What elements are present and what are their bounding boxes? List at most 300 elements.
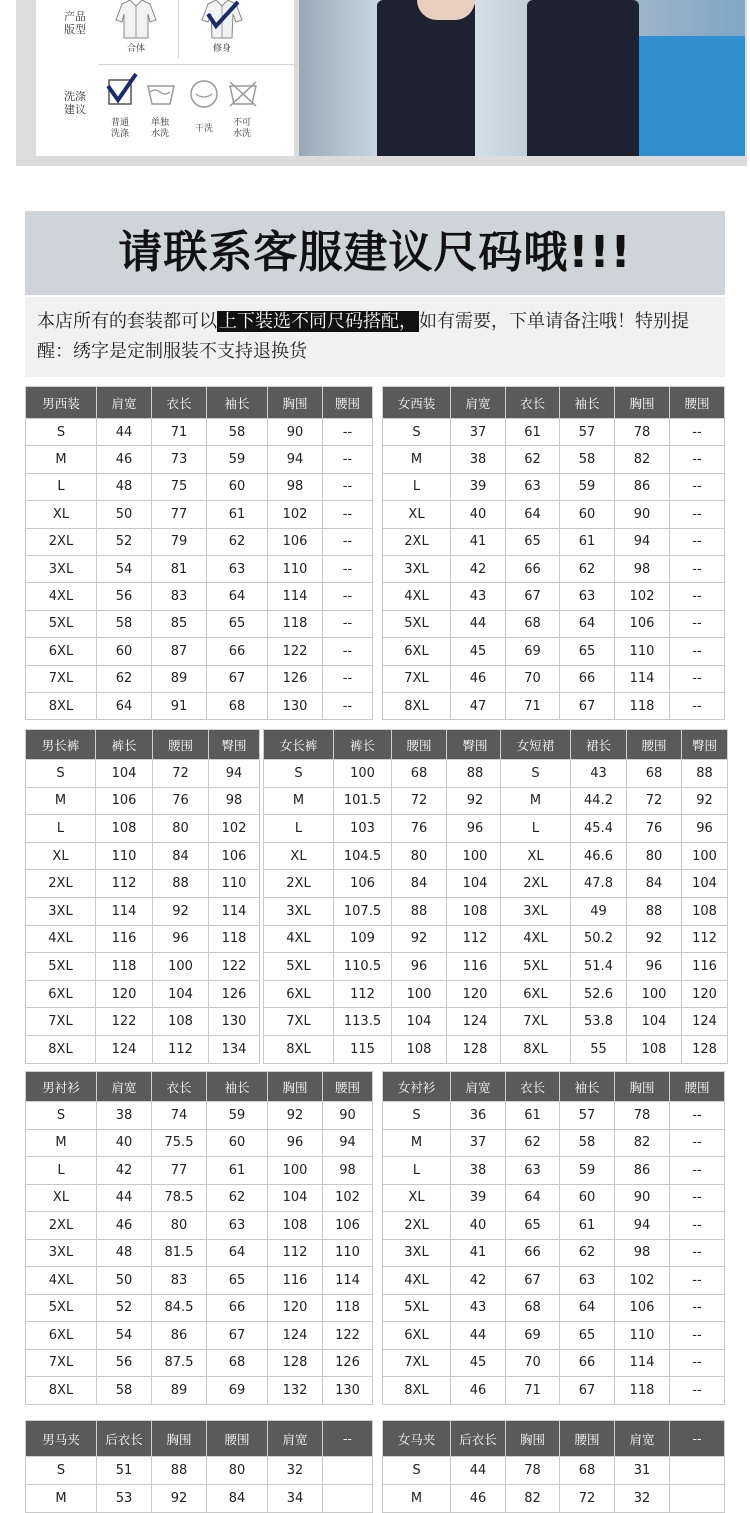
measurement-cell: 90 (615, 1184, 670, 1212)
column-header: 女马夹 (383, 1421, 451, 1457)
measurement-cell: -- (670, 1322, 725, 1350)
size-cell: 4XL (26, 925, 96, 953)
measurement-cell: 68 (506, 1294, 560, 1322)
table-row (26, 842, 260, 870)
measurement-cell: -- (323, 555, 373, 582)
column-header: 臀围 (447, 730, 504, 760)
size-cell: 6XL (26, 638, 97, 665)
measurement-cell: 70 (506, 665, 560, 692)
measurement-cell: 43 (451, 583, 506, 610)
measurement-cell: 98 (268, 473, 323, 500)
dry-clean-circle-icon (188, 78, 220, 114)
measurement-cell: 114 (268, 583, 323, 610)
size-cell: 2XL (26, 1212, 97, 1240)
measurement-cell: 62 (97, 665, 152, 692)
measurement-cell: 108 (392, 1035, 447, 1063)
measurement-cell: 84 (207, 1485, 268, 1513)
measurement-cell: 114 (615, 1349, 670, 1377)
measurement-cell: 53 (97, 1485, 152, 1513)
measurement-cell: 46 (451, 1485, 506, 1513)
column-header: 胸围 (268, 1072, 323, 1102)
column-header: 袖长 (207, 387, 268, 419)
column-header: 裤长 (96, 730, 153, 760)
measurement-cell: 120 (447, 980, 504, 1008)
table-row (383, 1129, 725, 1157)
measurement-cell: -- (670, 446, 725, 473)
measurement-cell: 58 (560, 1129, 615, 1157)
women-suit-size-table (382, 386, 725, 720)
table-row (26, 953, 260, 981)
measurement-cell: 62 (506, 1129, 560, 1157)
measurement-cell: 68 (207, 1349, 268, 1377)
measurement-cell: 59 (560, 1157, 615, 1185)
size-cell: 7XL (26, 1349, 97, 1377)
measurement-cell: 115 (334, 1035, 392, 1063)
measurement-cell: -- (323, 610, 373, 637)
size-cell: S (383, 1457, 451, 1485)
measurement-cell: 65 (560, 638, 615, 665)
measurement-cell: -- (670, 528, 725, 555)
measurement-cell: 62 (560, 555, 615, 582)
order-notice (25, 297, 725, 377)
measurement-cell: 102 (615, 583, 670, 610)
column-header: 男西装 (26, 387, 97, 419)
measurement-cell: 110 (209, 870, 260, 898)
notice-text (37, 307, 723, 367)
column-header: 袖长 (560, 1072, 615, 1102)
measurement-cell: 90 (323, 1102, 373, 1130)
men-suit-size-table (25, 386, 373, 720)
table-row (264, 1008, 504, 1036)
model-photo (299, 0, 745, 156)
size-cell: 2XL (501, 870, 571, 898)
table-row (383, 1267, 725, 1295)
measurement-cell: 106 (323, 1212, 373, 1240)
column-header: 腰围 (323, 1072, 373, 1102)
measurement-cell: 61 (207, 1157, 268, 1185)
table-row (26, 1212, 373, 1240)
measurement-cell: -- (670, 555, 725, 582)
size-cell: 4XL (26, 1267, 97, 1295)
wash-row-label: 洗涤建议 (64, 90, 86, 116)
measurement-cell: 80 (392, 842, 447, 870)
column-header: 男衬衫 (26, 1072, 97, 1102)
measurement-cell: 74 (152, 1102, 207, 1130)
measurement-cell: 60 (97, 638, 152, 665)
wash-option-no-water: 不可水洗 (232, 118, 251, 139)
measurement-cell: 64 (207, 583, 268, 610)
measurement-cell: -- (670, 1239, 725, 1267)
table-row (26, 1239, 373, 1267)
measurement-cell: -- (670, 1184, 725, 1212)
table-row (264, 760, 504, 788)
measurement-cell: 86 (615, 1157, 670, 1185)
measurement-cell: 63 (207, 1212, 268, 1240)
size-cell: M (264, 787, 334, 815)
column-header: 胸围 (268, 387, 323, 419)
table-row (383, 419, 725, 446)
measurement-cell: 86 (615, 473, 670, 500)
column-header: 衣长 (152, 1072, 207, 1102)
measurement-cell: 100 (392, 980, 447, 1008)
measurement-cell: 75.5 (152, 1129, 207, 1157)
size-cell: 3XL (264, 897, 334, 925)
measurement-cell: 67 (560, 1377, 615, 1405)
measurement-cell: 48 (97, 473, 152, 500)
banner-title: 请联系客服建议尺码哦!!! (118, 227, 632, 278)
table-row (26, 610, 373, 637)
women-shirt-size-table (382, 1071, 725, 1405)
measurement-cell: 60 (560, 1184, 615, 1212)
measurement-cell: -- (323, 665, 373, 692)
measurement-cell: 87 (152, 638, 207, 665)
measurement-cell: 51.4 (571, 953, 627, 981)
measurement-cell: 45 (451, 1349, 506, 1377)
no-water-wash-icon (228, 80, 258, 112)
measurement-cell: 98 (615, 555, 670, 582)
column-header: 女西装 (383, 387, 451, 419)
measurement-cell: -- (670, 1212, 725, 1240)
column-header: 男马夹 (26, 1421, 97, 1457)
size-cell: L (264, 815, 334, 843)
measurement-cell: 90 (268, 419, 323, 446)
measurement-cell: 80 (207, 1457, 268, 1485)
measurement-cell: 63 (207, 555, 268, 582)
measurement-cell: 104 (96, 760, 153, 788)
measurement-cell: 56 (97, 583, 152, 610)
measurement-cell: 118 (323, 1294, 373, 1322)
measurement-cell: 122 (323, 1322, 373, 1350)
measurement-cell: 57 (560, 1102, 615, 1130)
size-cell: 6XL (383, 638, 451, 665)
size-cell: M (501, 787, 571, 815)
measurement-cell: 38 (451, 1157, 506, 1185)
table-row (264, 1035, 504, 1063)
size-cell: 8XL (26, 692, 97, 719)
measurement-cell: -- (670, 1129, 725, 1157)
measurement-cell: 46 (97, 446, 152, 473)
table-row (26, 1008, 260, 1036)
measurement-cell: 96 (268, 1129, 323, 1157)
column-header: 腰围 (207, 1421, 268, 1457)
measurement-cell: 68 (392, 760, 447, 788)
measurement-cell: 42 (97, 1157, 152, 1185)
column-header: 裙长 (571, 730, 627, 760)
measurement-cell: 38 (97, 1102, 152, 1130)
column-header: -- (670, 1421, 725, 1457)
size-cell: M (26, 1485, 97, 1513)
measurement-cell: 66 (560, 1349, 615, 1377)
table-row (501, 1035, 728, 1063)
measurement-cell: 60 (207, 473, 268, 500)
measurement-cell: 102 (615, 1267, 670, 1295)
size-cell: XL (26, 1184, 97, 1212)
measurement-cell: 60 (207, 1129, 268, 1157)
size-cell: 4XL (383, 583, 451, 610)
measurement-cell: 44 (451, 1457, 506, 1485)
measurement-cell: 116 (682, 953, 728, 981)
measurement-cell: 46 (97, 1212, 152, 1240)
measurement-cell: 57 (560, 419, 615, 446)
size-cell: 2XL (383, 528, 451, 555)
measurement-cell: 114 (323, 1267, 373, 1295)
fit-divider (178, 0, 179, 58)
column-header: 腰围 (670, 1072, 725, 1102)
size-cell: 7XL (264, 1008, 334, 1036)
measurement-cell: 116 (268, 1267, 323, 1295)
column-header: 裤长 (334, 730, 392, 760)
measurement-cell: 64 (207, 1239, 268, 1267)
table-row (383, 1377, 725, 1405)
table-row (26, 419, 373, 446)
measurement-cell: 62 (207, 1184, 268, 1212)
measurement-cell: 66 (207, 1294, 268, 1322)
measurement-cell: 52 (97, 1294, 152, 1322)
measurement-cell: 61 (560, 1212, 615, 1240)
measurement-cell: 88 (682, 760, 728, 788)
size-cell: S (383, 419, 451, 446)
measurement-cell: 90 (615, 501, 670, 528)
size-cell: 5XL (501, 953, 571, 981)
size-cell: 3XL (26, 1239, 97, 1267)
women-vest-size-table (382, 1420, 725, 1513)
size-cell: 8XL (383, 692, 451, 719)
row-divider (98, 64, 323, 65)
measurement-cell: 51 (97, 1457, 152, 1485)
measurement-cell: 63 (560, 1267, 615, 1295)
table-row (383, 446, 725, 473)
measurement-cell: 72 (153, 760, 209, 788)
measurement-cell: 124 (96, 1035, 153, 1063)
measurement-cell: 113.5 (334, 1008, 392, 1036)
measurement-cell: 44.2 (571, 787, 627, 815)
table-row (383, 1239, 725, 1267)
measurement-cell: 42 (451, 555, 506, 582)
size-cell: 2XL (264, 870, 334, 898)
measurement-cell: 37 (451, 1129, 506, 1157)
notice-part2: 如有需要，下单请备注哦！特别提醒：绣字是定制服装不支持退换货 (37, 311, 689, 362)
measurement-cell: 60 (560, 501, 615, 528)
size-cell: 6XL (383, 1322, 451, 1350)
measurement-cell: -- (323, 446, 373, 473)
size-cell: XL (264, 842, 334, 870)
measurement-cell: 112 (268, 1239, 323, 1267)
column-header: 腰围 (392, 730, 447, 760)
measurement-cell: 98 (323, 1157, 373, 1185)
table-row (501, 980, 728, 1008)
measurement-cell: 59 (560, 473, 615, 500)
measurement-cell: 80 (152, 1212, 207, 1240)
measurement-cell: 98 (615, 1239, 670, 1267)
table-row (26, 1457, 373, 1485)
measurement-cell: 66 (560, 665, 615, 692)
fit-option-regular: 合体 (126, 44, 145, 54)
measurement-cell: 104 (268, 1184, 323, 1212)
measurement-cell: 100 (153, 953, 209, 981)
table-row (26, 473, 373, 500)
table-row (383, 638, 725, 665)
table-row (26, 1377, 373, 1405)
measurement-cell: 62 (506, 446, 560, 473)
measurement-cell: 32 (615, 1485, 670, 1513)
size-cell: S (26, 760, 96, 788)
size-cell: M (26, 787, 96, 815)
measurement-cell: 118 (615, 692, 670, 719)
measurement-cell: 61 (506, 419, 560, 446)
measurement-cell: 88 (392, 897, 447, 925)
measurement-cell: 106 (209, 842, 260, 870)
measurement-cell: 109 (334, 925, 392, 953)
size-cell: 8XL (26, 1377, 97, 1405)
column-header: -- (323, 1421, 373, 1457)
measurement-cell: 68 (207, 692, 268, 719)
measurement-cell: 63 (506, 1157, 560, 1185)
table-row (26, 665, 373, 692)
table-row (501, 953, 728, 981)
measurement-cell: 108 (96, 815, 153, 843)
measurement-cell: -- (670, 1294, 725, 1322)
table-row (501, 897, 728, 925)
table-row (26, 897, 260, 925)
measurement-cell: 134 (209, 1035, 260, 1063)
measurement-cell: 71 (506, 692, 560, 719)
size-cell: 7XL (383, 665, 451, 692)
table-row (383, 555, 725, 582)
measurement-cell: 92 (447, 787, 504, 815)
table-row (383, 501, 725, 528)
measurement-cell: 92 (682, 787, 728, 815)
measurement-cell: 70 (506, 1349, 560, 1377)
measurement-cell (670, 1485, 725, 1513)
measurement-cell: 62 (207, 528, 268, 555)
measurement-cell: 36 (451, 1102, 506, 1130)
measurement-cell: 94 (268, 446, 323, 473)
measurement-cell: -- (323, 583, 373, 610)
size-cell: 3XL (26, 555, 97, 582)
size-cell: M (383, 446, 451, 473)
size-cell: M (26, 1129, 97, 1157)
measurement-cell: 82 (506, 1485, 560, 1513)
measurement-cell: 48 (97, 1239, 152, 1267)
measurement-cell: 65 (506, 528, 560, 555)
measurement-cell: 94 (323, 1129, 373, 1157)
size-cell: 5XL (383, 610, 451, 637)
column-header: 衣长 (506, 1072, 560, 1102)
measurement-cell: 124 (682, 1008, 728, 1036)
table-row (501, 842, 728, 870)
table-row (26, 1129, 373, 1157)
table-row (501, 925, 728, 953)
measurement-cell: 110 (323, 1239, 373, 1267)
measurement-cell: 46.6 (571, 842, 627, 870)
measurement-cell: 78 (615, 1102, 670, 1130)
measurement-cell: -- (670, 665, 725, 692)
measurement-cell: 104 (153, 980, 209, 1008)
column-header: 肩宽 (97, 1072, 152, 1102)
column-header: 肩宽 (451, 1072, 506, 1102)
size-cell: 3XL (26, 897, 96, 925)
measurement-cell: 52 (97, 528, 152, 555)
table-row (26, 870, 260, 898)
column-header: 后衣长 (451, 1421, 506, 1457)
size-cell: L (26, 473, 97, 500)
size-cell: L (501, 815, 571, 843)
table-row (26, 760, 260, 788)
size-cell: 4XL (26, 583, 97, 610)
measurement-cell: 58 (97, 1377, 152, 1405)
measurement-cell: 96 (153, 925, 209, 953)
measurement-cell: 68 (506, 610, 560, 637)
measurement-cell: 132 (268, 1377, 323, 1405)
column-header: 胸围 (152, 1421, 207, 1457)
measurement-cell: 85 (152, 610, 207, 637)
size-cell: 2XL (26, 528, 97, 555)
measurement-cell: 104 (627, 1008, 682, 1036)
table-row (26, 1157, 373, 1185)
table-row (264, 842, 504, 870)
measurement-cell: -- (670, 1102, 725, 1130)
measurement-cell: 106 (268, 528, 323, 555)
model-right-suit (527, 0, 639, 156)
measurement-cell (323, 1485, 373, 1513)
measurement-cell: 120 (268, 1294, 323, 1322)
measurement-cell: 92 (627, 925, 682, 953)
column-header: 女衬衫 (383, 1072, 451, 1102)
measurement-cell: 55 (571, 1035, 627, 1063)
hand-wash-tub-icon (146, 80, 176, 112)
measurement-cell: 41 (451, 1239, 506, 1267)
measurement-cell: 118 (615, 1377, 670, 1405)
measurement-cell: 128 (268, 1349, 323, 1377)
table-row (383, 1457, 725, 1485)
measurement-cell: 40 (451, 1212, 506, 1240)
measurement-cell: 112 (153, 1035, 209, 1063)
measurement-cell: 110 (615, 638, 670, 665)
measurement-cell: 96 (682, 815, 728, 843)
measurement-cell: 76 (392, 815, 447, 843)
measurement-cell: 58 (207, 419, 268, 446)
table-row (264, 980, 504, 1008)
measurement-cell: 39 (451, 473, 506, 500)
measurement-cell: 84 (392, 870, 447, 898)
measurement-cell: 106 (615, 610, 670, 637)
measurement-cell: 80 (153, 815, 209, 843)
measurement-cell: 108 (268, 1212, 323, 1240)
size-cell: 6XL (26, 980, 96, 1008)
measurement-cell: 104 (447, 870, 504, 898)
measurement-cell: 110 (268, 555, 323, 582)
measurement-cell: 67 (506, 1267, 560, 1295)
measurement-cell: 92 (268, 1102, 323, 1130)
table-row (383, 1157, 725, 1185)
measurement-cell: 66 (207, 638, 268, 665)
measurement-cell: 118 (209, 925, 260, 953)
column-header: 腰围 (670, 387, 725, 419)
notice-highlight: 上下装选不同尺码搭配， (219, 311, 417, 332)
table-row (264, 897, 504, 925)
measurement-cell: 130 (323, 1377, 373, 1405)
measurement-cell: 44 (97, 1184, 152, 1212)
size-cell: 7XL (26, 1008, 96, 1036)
measurement-cell: 88 (153, 870, 209, 898)
measurement-cell: 76 (627, 815, 682, 843)
wash-option-dry-clean: 干洗 (194, 124, 213, 134)
column-header: 胸围 (615, 387, 670, 419)
column-header: 臀围 (209, 730, 260, 760)
table-row (26, 446, 373, 473)
measurement-cell: 73 (152, 446, 207, 473)
measurement-cell: 78 (615, 419, 670, 446)
